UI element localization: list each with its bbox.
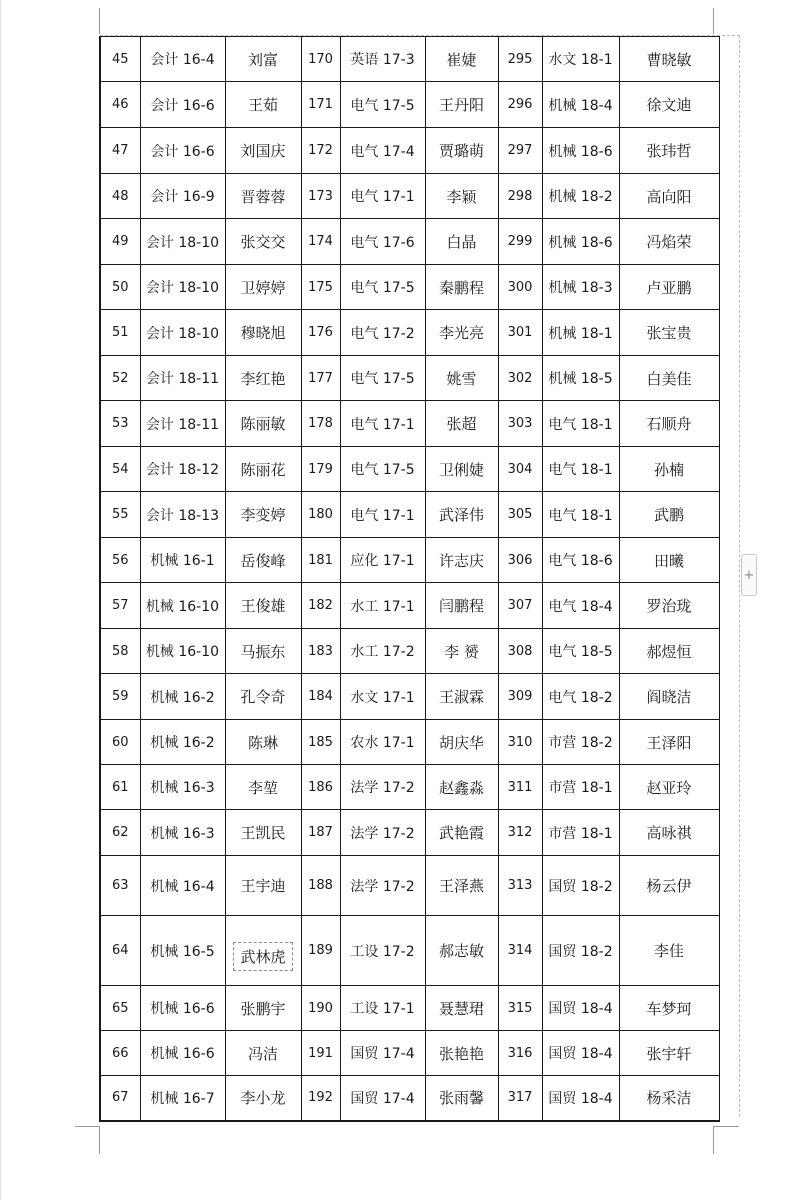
table-row <box>100 82 719 128</box>
index-cell[interactable]: 308 <box>498 629 542 674</box>
class-cell[interactable]: 电气 17-1 <box>340 492 425 538</box>
name-cell[interactable]: 李颖 <box>425 174 498 219</box>
class-cell[interactable]: 机械 18-5 <box>542 356 619 401</box>
index-cell[interactable]: 182 <box>301 583 340 629</box>
index-cell[interactable]: 179 <box>301 447 340 492</box>
index-cell[interactable]: 310 <box>498 720 542 765</box>
index-cell[interactable]: 66 <box>100 1031 140 1076</box>
class-cell[interactable]: 机械 16-1 <box>140 538 225 583</box>
class-cell[interactable]: 会计 18-10 <box>140 219 225 265</box>
index-cell[interactable]: 178 <box>301 401 340 447</box>
index-cell[interactable]: 49 <box>100 219 140 265</box>
name-cell[interactable]: 张超 <box>425 401 498 447</box>
index-cell[interactable]: 52 <box>100 356 140 401</box>
index-cell[interactable]: 60 <box>100 720 140 765</box>
name-cell[interactable]: 王凯民 <box>225 810 301 856</box>
class-cell[interactable]: 水工 17-1 <box>340 583 425 629</box>
index-cell[interactable]: 45 <box>100 37 140 82</box>
table-row <box>100 174 719 219</box>
table-row <box>100 856 719 916</box>
name-cell[interactable]: 李堃 <box>225 765 301 810</box>
class-cell[interactable]: 英语 17-3 <box>340 37 425 82</box>
index-cell[interactable]: 315 <box>498 986 542 1031</box>
name-cell[interactable]: 张宇轩 <box>619 1031 719 1076</box>
name-cell[interactable]: 李变婷 <box>225 492 301 538</box>
table-row <box>100 219 719 265</box>
name-cell[interactable]: 王俊雄 <box>225 583 301 629</box>
class-cell[interactable]: 电气 17-5 <box>340 82 425 128</box>
index-cell[interactable]: 63 <box>100 856 140 916</box>
crop-mark-bottom-left-h <box>75 1126 100 1127</box>
name-cell[interactable]: 赵亚玲 <box>619 765 719 810</box>
index-cell[interactable]: 299 <box>498 219 542 265</box>
name-cell[interactable]: 岳俊峰 <box>225 538 301 583</box>
name-cell[interactable]: 曹晓敏 <box>619 37 719 82</box>
table-row <box>100 674 719 720</box>
name-cell[interactable]: 卫婷婷 <box>225 265 301 310</box>
class-cell[interactable]: 国贸 17-4 <box>340 1076 425 1121</box>
class-cell[interactable]: 会计 18-11 <box>140 356 225 401</box>
name-cell[interactable]: 郝志敏 <box>425 916 498 986</box>
name-cell[interactable]: 李红艳 <box>225 356 301 401</box>
index-cell[interactable]: 175 <box>301 265 340 310</box>
name-cell[interactable]: 阎晓洁 <box>619 674 719 720</box>
index-cell[interactable]: 188 <box>301 856 340 916</box>
name-cell[interactable]: 秦鹏程 <box>425 265 498 310</box>
index-cell[interactable]: 65 <box>100 986 140 1031</box>
index-cell[interactable]: 313 <box>498 856 542 916</box>
name-cell[interactable]: 晋蓉蓉 <box>225 174 301 219</box>
class-cell[interactable]: 会计 18-10 <box>140 265 225 310</box>
class-cell[interactable]: 工设 17-2 <box>340 916 425 986</box>
name-cell[interactable]: 刘富 <box>225 37 301 82</box>
name-cell[interactable]: 孙楠 <box>619 447 719 492</box>
index-cell[interactable]: 296 <box>498 82 542 128</box>
table-row <box>100 37 719 82</box>
class-cell[interactable]: 机械 18-1 <box>542 310 619 356</box>
name-cell[interactable]: 张鹏宇 <box>225 986 301 1031</box>
index-cell[interactable]: 174 <box>301 219 340 265</box>
index-cell[interactable]: 67 <box>100 1076 140 1121</box>
index-cell[interactable]: 298 <box>498 174 542 219</box>
class-cell[interactable]: 机械 16-5 <box>140 916 225 986</box>
class-cell[interactable]: 国贸 18-4 <box>542 986 619 1031</box>
class-cell[interactable]: 电气 17-5 <box>340 356 425 401</box>
class-cell[interactable]: 市营 18-1 <box>542 810 619 856</box>
index-cell[interactable]: 297 <box>498 128 542 174</box>
roster-body <box>100 37 719 1121</box>
name-cell[interactable]: 张艳艳 <box>425 1031 498 1076</box>
index-cell[interactable]: 171 <box>301 82 340 128</box>
class-cell[interactable]: 农水 17-1 <box>340 720 425 765</box>
name-cell[interactable]: 孔令奇 <box>225 674 301 720</box>
class-cell[interactable]: 电气 18-6 <box>542 538 619 583</box>
index-cell[interactable]: 57 <box>100 583 140 629</box>
class-cell[interactable]: 电气 18-1 <box>542 401 619 447</box>
name-cell[interactable]: 刘国庆 <box>225 128 301 174</box>
table-row <box>100 986 719 1031</box>
index-cell[interactable]: 186 <box>301 765 340 810</box>
name-cell[interactable]: 卢亚鹏 <box>619 265 719 310</box>
index-cell[interactable]: 177 <box>301 356 340 401</box>
class-cell[interactable]: 国贸 17-4 <box>340 1031 425 1076</box>
crop-mark-top-right-v <box>713 8 714 34</box>
class-cell[interactable]: 机械 16-6 <box>140 986 225 1031</box>
class-cell[interactable]: 电气 17-1 <box>340 401 425 447</box>
name-cell[interactable]: 李光亮 <box>425 310 498 356</box>
index-cell[interactable]: 189 <box>301 916 340 986</box>
name-cell[interactable]: 姚雪 <box>425 356 498 401</box>
table-row <box>100 538 719 583</box>
index-cell[interactable]: 54 <box>100 447 140 492</box>
index-cell[interactable]: 302 <box>498 356 542 401</box>
name-cell[interactable]: 贾璐萌 <box>425 128 498 174</box>
index-cell[interactable]: 56 <box>100 538 140 583</box>
class-cell[interactable]: 工设 17-1 <box>340 986 425 1031</box>
name-cell[interactable]: 李小龙 <box>225 1076 301 1121</box>
crop-mark-bottom-right-h <box>714 1126 739 1127</box>
index-cell[interactable]: 311 <box>498 765 542 810</box>
index-cell[interactable]: 58 <box>100 629 140 674</box>
name-cell[interactable]: 冯焰荣 <box>619 219 719 265</box>
name-cell[interactable]: 杨云伊 <box>619 856 719 916</box>
table-row <box>100 583 719 629</box>
name-cell[interactable]: 张雨馨 <box>425 1076 498 1121</box>
class-cell[interactable]: 电气 17-5 <box>340 447 425 492</box>
class-cell[interactable]: 机械 18-4 <box>542 82 619 128</box>
index-cell[interactable]: 317 <box>498 1076 542 1121</box>
index-cell[interactable]: 50 <box>100 265 140 310</box>
index-cell[interactable]: 183 <box>301 629 340 674</box>
name-cell[interactable]: 杨采洁 <box>619 1076 719 1121</box>
page-boundary-right <box>739 35 740 1117</box>
table-row <box>100 447 719 492</box>
class-cell[interactable]: 水工 17-2 <box>340 629 425 674</box>
table-row <box>100 1031 719 1076</box>
index-cell[interactable]: 314 <box>498 916 542 986</box>
name-cell[interactable]: 张玮哲 <box>619 128 719 174</box>
index-cell[interactable]: 307 <box>498 583 542 629</box>
name-cell[interactable] <box>225 916 301 986</box>
name-cell[interactable]: 徐文迪 <box>619 82 719 128</box>
expand-handle[interactable] <box>741 554 757 596</box>
index-cell[interactable]: 191 <box>301 1031 340 1076</box>
name-cell[interactable]: 许志庆 <box>425 538 498 583</box>
table-row <box>100 916 719 986</box>
index-cell[interactable]: 190 <box>301 986 340 1031</box>
class-cell[interactable]: 机械 16-7 <box>140 1076 225 1121</box>
crop-mark-bottom-left-v <box>99 1126 100 1154</box>
index-cell[interactable]: 304 <box>498 447 542 492</box>
class-cell[interactable]: 会计 18-13 <box>140 492 225 538</box>
class-cell[interactable]: 水文 17-1 <box>340 674 425 720</box>
name-cell[interactable]: 白美佳 <box>619 356 719 401</box>
index-cell[interactable]: 170 <box>301 37 340 82</box>
name-cell[interactable]: 胡庆华 <box>425 720 498 765</box>
class-cell[interactable]: 电气 18-4 <box>542 583 619 629</box>
name-cell[interactable]: 武鹏 <box>619 492 719 538</box>
index-cell[interactable]: 316 <box>498 1031 542 1076</box>
name-cell[interactable]: 石顺舟 <box>619 401 719 447</box>
roster-table <box>99 36 720 1122</box>
name-cell[interactable]: 郝煜恒 <box>619 629 719 674</box>
index-cell[interactable]: 51 <box>100 310 140 356</box>
class-cell[interactable]: 电气 17-2 <box>340 310 425 356</box>
table-row <box>100 265 719 310</box>
name-cell[interactable]: 罗治珑 <box>619 583 719 629</box>
class-cell[interactable]: 机械 16-2 <box>140 720 225 765</box>
name-cell[interactable]: 卫俐婕 <box>425 447 498 492</box>
class-cell[interactable]: 会计 18-10 <box>140 310 225 356</box>
name-cell[interactable]: 王丹阳 <box>425 82 498 128</box>
index-cell[interactable]: 55 <box>100 492 140 538</box>
name-cell[interactable]: 王淑霖 <box>425 674 498 720</box>
name-cell[interactable]: 武泽伟 <box>425 492 498 538</box>
class-cell[interactable]: 机械 16-4 <box>140 856 225 916</box>
index-cell[interactable]: 176 <box>301 310 340 356</box>
index-cell[interactable]: 46 <box>100 82 140 128</box>
name-cell[interactable]: 高咏祺 <box>619 810 719 856</box>
crop-mark-bottom-right-v <box>713 1126 714 1154</box>
index-cell[interactable]: 300 <box>498 265 542 310</box>
class-cell[interactable]: 市营 18-2 <box>542 720 619 765</box>
index-cell[interactable]: 187 <box>301 810 340 856</box>
index-cell[interactable]: 303 <box>498 401 542 447</box>
name-cell[interactable]: 武艳霞 <box>425 810 498 856</box>
selected-cell-text[interactable]: 武林虎 <box>233 942 292 971</box>
class-cell[interactable]: 电气 18-1 <box>542 492 619 538</box>
index-cell[interactable]: 184 <box>301 674 340 720</box>
index-cell[interactable]: 64 <box>100 916 140 986</box>
class-cell[interactable]: 电气 18-5 <box>542 629 619 674</box>
index-cell[interactable]: 180 <box>301 492 340 538</box>
plus-icon: + <box>743 568 755 583</box>
class-cell[interactable]: 电气 18-2 <box>542 674 619 720</box>
index-cell[interactable]: 192 <box>301 1076 340 1121</box>
name-cell[interactable]: 马振东 <box>225 629 301 674</box>
index-cell[interactable]: 185 <box>301 720 340 765</box>
class-cell[interactable]: 电气 17-6 <box>340 219 425 265</box>
table-row <box>100 401 719 447</box>
name-cell[interactable]: 穆晓旭 <box>225 310 301 356</box>
name-cell[interactable]: 陈琳 <box>225 720 301 765</box>
class-cell[interactable]: 机械 16-6 <box>140 1031 225 1076</box>
class-cell[interactable]: 会计 16-9 <box>140 174 225 219</box>
table-row <box>100 765 719 810</box>
name-cell[interactable]: 王泽阳 <box>619 720 719 765</box>
class-cell[interactable]: 机械 18-6 <box>542 128 619 174</box>
class-cell[interactable]: 机械 16-10 <box>140 583 225 629</box>
class-cell[interactable]: 法学 17-2 <box>340 765 425 810</box>
class-cell[interactable]: 机械 18-6 <box>542 219 619 265</box>
name-cell[interactable]: 闫鹏程 <box>425 583 498 629</box>
class-cell[interactable]: 机械 16-10 <box>140 629 225 674</box>
name-cell[interactable]: 车梦珂 <box>619 986 719 1031</box>
name-cell[interactable]: 李 赟 <box>425 629 498 674</box>
class-cell[interactable]: 法学 17-2 <box>340 810 425 856</box>
table-row <box>100 492 719 538</box>
crop-mark-top-left-v <box>99 8 100 34</box>
class-cell[interactable]: 机械 16-3 <box>140 765 225 810</box>
name-cell[interactable]: 张交交 <box>225 219 301 265</box>
index-cell[interactable]: 306 <box>498 538 542 583</box>
class-cell[interactable]: 机械 16-2 <box>140 674 225 720</box>
class-cell[interactable]: 市营 18-1 <box>542 765 619 810</box>
index-cell[interactable]: 48 <box>100 174 140 219</box>
name-cell[interactable]: 聂慧珺 <box>425 986 498 1031</box>
name-cell[interactable]: 白晶 <box>425 219 498 265</box>
index-cell[interactable]: 312 <box>498 810 542 856</box>
name-cell[interactable]: 田曦 <box>619 538 719 583</box>
name-cell[interactable]: 王茹 <box>225 82 301 128</box>
table-row <box>100 128 719 174</box>
index-cell[interactable]: 53 <box>100 401 140 447</box>
class-cell[interactable]: 应化 17-1 <box>340 538 425 583</box>
class-cell[interactable]: 国贸 18-2 <box>542 856 619 916</box>
index-cell[interactable]: 47 <box>100 128 140 174</box>
class-cell[interactable]: 法学 17-2 <box>340 856 425 916</box>
name-cell[interactable]: 李佳 <box>619 916 719 986</box>
page-left-edge <box>0 0 1 1200</box>
class-cell[interactable]: 电气 18-1 <box>542 447 619 492</box>
class-cell[interactable]: 机械 18-3 <box>542 265 619 310</box>
index-cell[interactable]: 173 <box>301 174 340 219</box>
class-cell[interactable]: 国贸 18-2 <box>542 916 619 986</box>
index-cell[interactable]: 295 <box>498 37 542 82</box>
index-cell[interactable]: 301 <box>498 310 542 356</box>
table-row <box>100 629 719 674</box>
class-cell[interactable]: 电气 17-5 <box>340 265 425 310</box>
class-cell[interactable]: 会计 16-6 <box>140 82 225 128</box>
class-cell[interactable]: 会计 16-4 <box>140 37 225 82</box>
class-cell[interactable]: 会计 16-6 <box>140 128 225 174</box>
class-cell[interactable]: 电气 17-4 <box>340 128 425 174</box>
index-cell[interactable]: 62 <box>100 810 140 856</box>
class-cell[interactable]: 机械 16-3 <box>140 810 225 856</box>
index-cell[interactable]: 309 <box>498 674 542 720</box>
table-row <box>100 356 719 401</box>
name-cell[interactable]: 冯洁 <box>225 1031 301 1076</box>
table-row <box>100 310 719 356</box>
name-cell[interactable]: 王宇迪 <box>225 856 301 916</box>
name-cell[interactable]: 王泽燕 <box>425 856 498 916</box>
class-cell[interactable]: 国贸 18-4 <box>542 1076 619 1121</box>
name-cell[interactable]: 高向阳 <box>619 174 719 219</box>
index-cell[interactable]: 172 <box>301 128 340 174</box>
class-cell[interactable]: 机械 18-2 <box>542 174 619 219</box>
index-cell[interactable]: 305 <box>498 492 542 538</box>
table-row <box>100 1076 719 1121</box>
index-cell[interactable]: 181 <box>301 538 340 583</box>
class-cell[interactable]: 电气 17-1 <box>340 174 425 219</box>
table-row <box>100 810 719 856</box>
table-row <box>100 720 719 765</box>
class-cell[interactable]: 水文 18-1 <box>542 37 619 82</box>
class-cell[interactable]: 会计 18-12 <box>140 447 225 492</box>
index-cell[interactable]: 61 <box>100 765 140 810</box>
index-cell[interactable]: 59 <box>100 674 140 720</box>
name-cell[interactable]: 张宝贵 <box>619 310 719 356</box>
name-cell[interactable]: 陈丽花 <box>225 447 301 492</box>
class-cell[interactable]: 国贸 18-4 <box>542 1031 619 1076</box>
name-cell[interactable]: 赵鑫淼 <box>425 765 498 810</box>
class-cell[interactable]: 会计 18-11 <box>140 401 225 447</box>
name-cell[interactable]: 崔婕 <box>425 37 498 82</box>
name-cell[interactable]: 陈丽敏 <box>225 401 301 447</box>
